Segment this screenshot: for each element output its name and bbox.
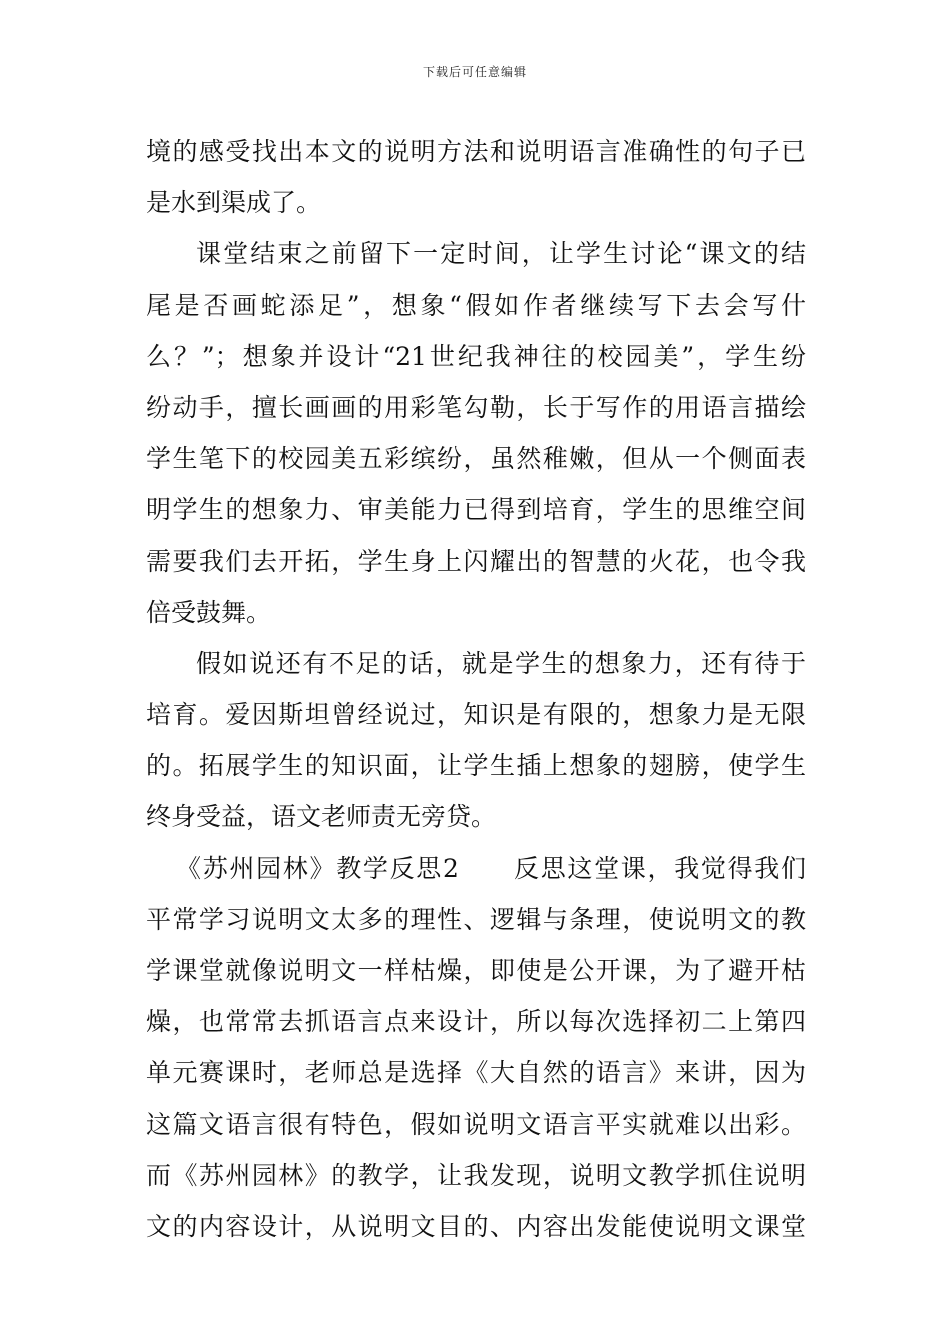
text-line: 境的感受找出本文的说明方法和说明语言准确性的句子已	[146, 137, 806, 166]
text-line: 文的内容设计，从说明文目的、内容出发能使说明文课堂	[146, 1211, 806, 1241]
text-line: 单元赛课时，老师总是选择《大自然的语言》来讲，因为	[146, 1058, 806, 1088]
text-line: 培育。爱因斯坦曾经说过，知识是有限的，想象力是无限	[146, 700, 806, 730]
text-line: 明学生的想象力、审美能力已得到培育，学生的思维空间	[146, 495, 806, 525]
page-header: 下载后可任意编辑	[422, 65, 527, 79]
text-line: 假如说还有不足的话，就是学生的想象力，还有待于	[196, 648, 806, 678]
text-line: 终身受益，语文老师责无旁贷。	[146, 802, 497, 832]
text-line: 这篇文语言很有特色，假如说明文语言平实就难以出彩。	[146, 1109, 806, 1139]
text-line: 学课堂就像说明文一样枯燥，即使是公开课，为了避开枯	[146, 956, 806, 985]
text-line: 是水到渠成了。	[146, 188, 322, 218]
text-line: 学生笔下的校园美五彩缤纷，虽然稚嫩，但从一个侧面表	[146, 444, 806, 474]
text-line: 需要我们去开拓，学生身上闪耀出的智慧的火花，也令我	[146, 546, 806, 576]
text-line: 倍受鼓舞。	[146, 597, 272, 627]
document-body	[146, 126, 806, 1252]
text-line: 么？”；想象并设计“21世纪我神往的校园美”，学生纷	[146, 341, 806, 371]
text-line: 纷动手，擅长画画的用彩笔勾勒，长于写作的用语言描绘	[146, 392, 806, 422]
text-line: 平常学习说明文太多的理性、逻辑与条理，使说明文的教	[146, 904, 806, 934]
text-line: 而《苏州园林》的教学，让我发现，说明文教学抓住说明	[146, 1160, 806, 1190]
text-line: 课堂结束之前留下一定时间，让学生讨论“课文的结	[196, 239, 806, 269]
text-line: 尾是否画蛇添足”，想象“假如作者继续写下去会写什	[146, 290, 806, 320]
text-line: 的。拓展学生的知识面，让学生插上想象的翅膀，使学生	[146, 751, 806, 781]
text-line: 《苏州园林》教学反思2 反思这堂课，我觉得我们	[176, 853, 806, 883]
text-line: 燥，也常常去抓语言点来设计，所以每次选择初二上第四	[146, 1007, 806, 1037]
